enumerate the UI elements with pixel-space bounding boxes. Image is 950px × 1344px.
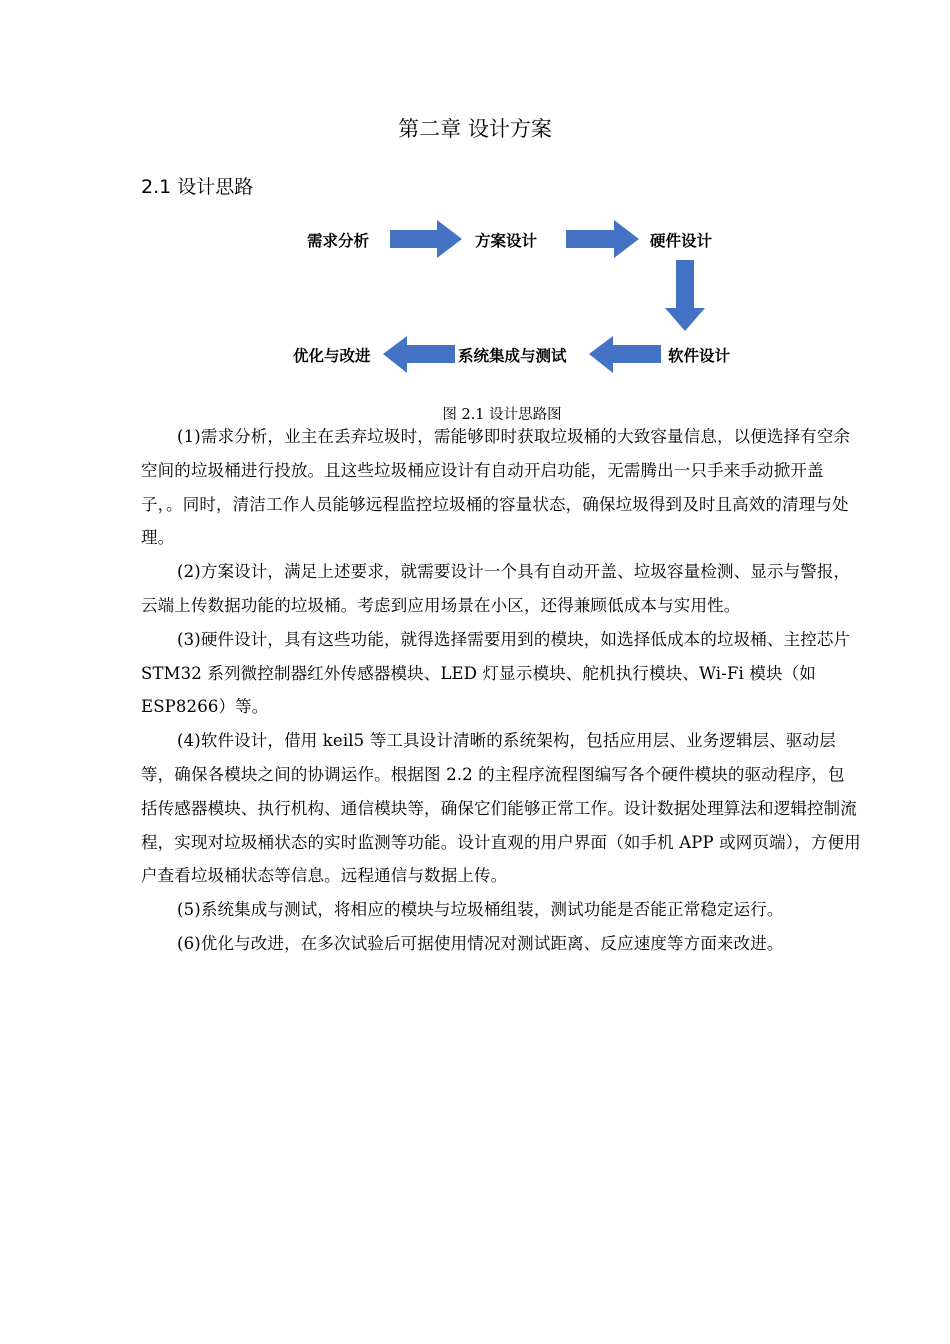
flow-step-scheme-design: 方案设计 bbox=[475, 232, 538, 250]
paragraph-hardware: (3)硬件设计，具有这些功能，就得选择需要用到的模块，如选择低成本的垃圾桶、主控芯片 STM32 系列微控制器红外传感器模块、LED 灯显示模块、舵机执行模块、Wi-Fi 模块（如 ESP8266）等。 bbox=[141, 629, 851, 717]
flow-step-hardware-design: 硬件设计 bbox=[650, 232, 713, 250]
flow-step-integration-test: 系统集成与测试 bbox=[458, 347, 567, 365]
flow-step-requirements: 需求分析 bbox=[307, 232, 370, 250]
arrow-left-1 bbox=[589, 336, 661, 373]
paragraph-requirements: (1)需求分析，业主在丢弃垃圾时，需能够即时获取垃圾桶的大致容量信息，以便选择有空余空间的垃圾桶进行投放。且这些垃圾桶应设计有自动开启功能，无需腾出一只手来手动掀开盖子，。同时，清洁工作人员能够远程监控垃圾桶的容量状态，确保垃圾得到及时且高效的清理与处理。 bbox=[141, 427, 851, 548]
paragraph-software: (4)软件设计，借用 keil5 等工具设计清晰的系统架构，包括应用层、业务逻辑层、驱动层等，确保各模块之间的协调运作。根据图 2.2 的主程序流程图编写各个硬件模块的驱动程序，包括传感器模块、执行机构、通信模块等，确保它们能够正常工作。设计数据处理算法和逻辑控制流程，实现对垃圾桶状态的实时监测等功能。设计直观的用户界面（如手机 APP 或网页端），方便用户查看垃圾桶状态等信息。远程通信与数据上传。 bbox=[141, 731, 861, 886]
paragraph-integration: (5)系统集成与测试，将相应的模块与垃圾桶组装，测试功能是否能正常稳定运行。 bbox=[177, 900, 784, 920]
flow-step-software-design: 软件设计 bbox=[668, 347, 731, 365]
paragraph-optimization: (6)优化与改进，在多次试验后可据使用情况对测试距离、反应速度等方面来改进。 bbox=[177, 933, 784, 953]
arrow-down bbox=[665, 260, 705, 331]
arrow-left-2 bbox=[383, 336, 455, 373]
body-text bbox=[141, 420, 861, 961]
arrow-right-1 bbox=[390, 220, 462, 258]
figure-caption: 图 2.1 设计思路图 bbox=[442, 407, 562, 423]
chapter-title: 第二章 设计方案 bbox=[398, 117, 552, 141]
paragraph-scheme: (2)方案设计，满足上述要求，就需要设计一个具有自动开盖、垃圾容量检测、显示与警报，云端上传数据功能的垃圾桶。考虑到应用场景在小区，还得兼顾低成本与实用性。 bbox=[141, 562, 851, 615]
flow-step-optimization: 优化与改进 bbox=[293, 347, 371, 365]
section-heading: 2.1 设计思路 bbox=[141, 176, 254, 198]
arrow-right-2 bbox=[566, 220, 639, 258]
